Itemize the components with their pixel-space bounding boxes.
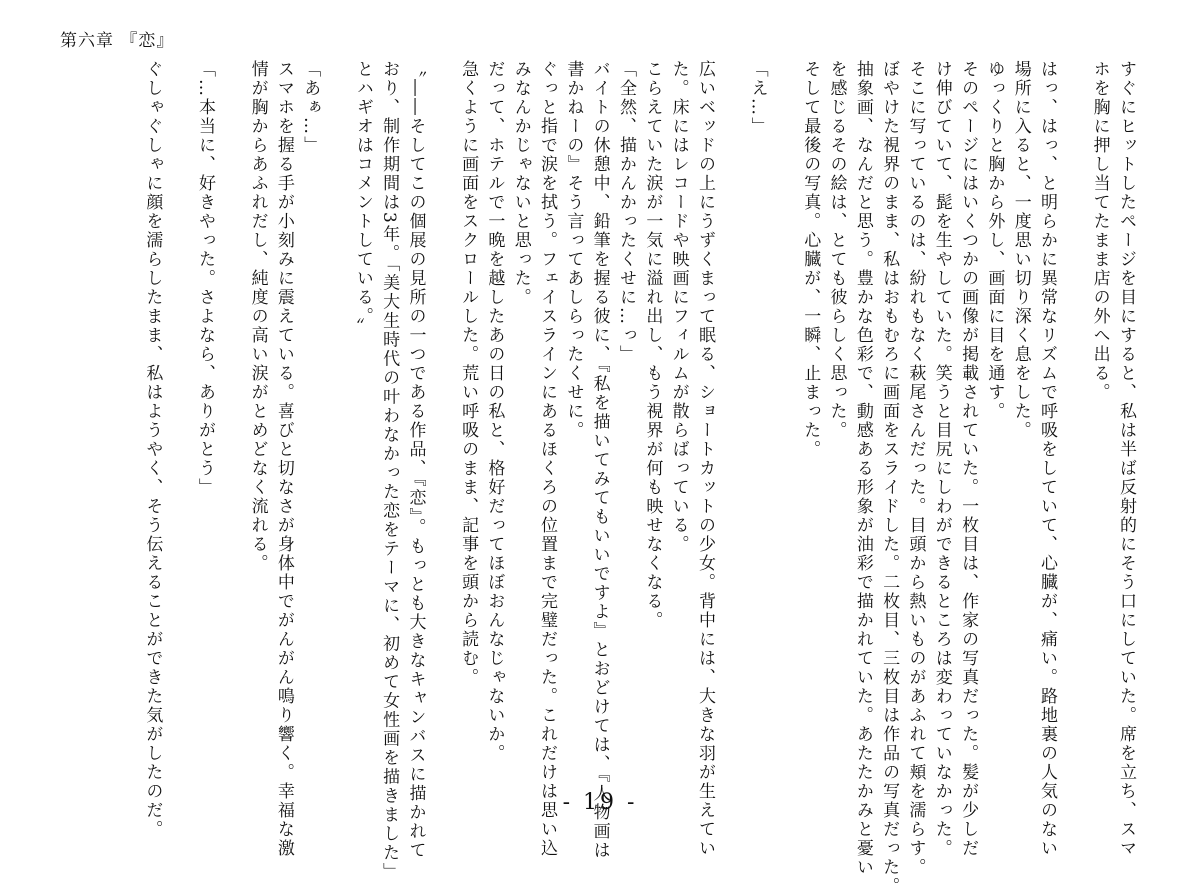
- text-column: を感じるその絵は、とても彼らしく思った。: [826, 60, 847, 440]
- text-column: 「…本当に、好きやった。さよなら、ありがとう」: [194, 60, 215, 497]
- text-column: 「あぁ…」: [300, 60, 321, 155]
- text-column: ぼやけた視界のまま、私はおもむろに画面をスライドした。二枚目、三枚目は作品の写真だった。: [879, 60, 900, 896]
- text-column: 「全然、描かんかったくせに…っ」: [615, 60, 636, 364]
- text-column: バイトの休憩中、鉛筆を握る彼に、『私を描いてみてもいいですよ』とおどけては、『人物画は: [589, 60, 610, 860]
- chapter-header: 第六章 『恋』: [60, 31, 175, 51]
- text-column: 〝――そしてこの個展の見所の一つである作品、『恋』。もっとも大きなキャンバスに描かれて: [405, 60, 426, 860]
- text-column: 書かねーの』そう言ってあしらったくせに。: [563, 60, 584, 440]
- text-column: スマホを握る手が小刻みに震えている。喜びと切なさが身体中でがんがん鳴り響く。幸福な激: [273, 60, 294, 858]
- text-column: た。床にはレコードや映画にフィルムが散らばっている。: [668, 60, 689, 554]
- text-column: そこに写っているのは、紛れもなく萩尾さんだった。目頭から熱いものがあふれて頬を濡らす。: [905, 60, 926, 877]
- text-column: 抽象画、なんだと思う。豊かな色彩で、動感ある形象が油彩で描かれていた。あたたかみと憂い: [852, 60, 873, 877]
- text-column: だって、ホテルで一晩を越したあの日の私と、格好だってほぼおんなじゃないか。: [484, 60, 505, 763]
- text-column: はっ、はっ、と明らかに異常なリズムで呼吸をしていて、心臓が、痛い。路地裏の人気のない: [1037, 60, 1058, 858]
- text-column: とハギオはコメントしている。〟: [352, 60, 373, 337]
- text-column: すぐにヒットしたページを目にすると、私は半ば反射的にそう口にしていた。席を立ち、スマ: [1115, 60, 1136, 858]
- text-column: ぐっと指で涙を拭う。フェイスラインにあるほくろの位置まで完璧だった。これだけは思い込: [537, 60, 558, 858]
- text-column: そのページにはいくつかの画像が掲載されていた。一枚目は、作家の写真だった。髪が少しだ: [958, 60, 979, 858]
- text-column: 急くように画面をスクロールした。荒い呼吸のまま、記事を頭から読む。: [458, 60, 479, 687]
- text-column: ぐしゃぐしゃに顔を濡らしたまま、私はようやく、そう伝えることができた気がしたのだ。: [142, 60, 163, 839]
- text-column: ゆっくりと胸から外し、画面に目を通す。: [984, 60, 1005, 421]
- text-column: みなんかじゃないと思った。: [510, 60, 531, 307]
- text-column: おり、制作期間は3年。「美大生時代の叶わなかった恋をテーマに、初めて女性画を描きました」: [379, 60, 400, 882]
- text-column: 情が胸からあふれだし、純度の高い涙がとめどなく流れる。: [247, 60, 268, 573]
- text-column: 広いベッドの上にうずくまって眠る、ショートカットの少女。背中には、大きな羽が生えてい: [694, 60, 715, 858]
- text-column: ホを胸に押し当てたまま店の外へ出る。: [1089, 60, 1110, 402]
- text-column: そして最後の写真。心臓が、一瞬、止まった。: [800, 60, 821, 459]
- text-column: こらえていた涙が一気に溢れ出し、もう視界が何も映せなくなる。: [642, 60, 663, 630]
- text-column: け伸びていて、髭を生やしていた。笑うと目尻にしわができるところは変わっていなかった。: [931, 60, 952, 858]
- text-column: 場所に入ると、一度思い切り深く息をした。: [1010, 60, 1031, 440]
- page-number: - 19 -: [562, 790, 638, 815]
- text-column: 「え…」: [747, 60, 768, 136]
